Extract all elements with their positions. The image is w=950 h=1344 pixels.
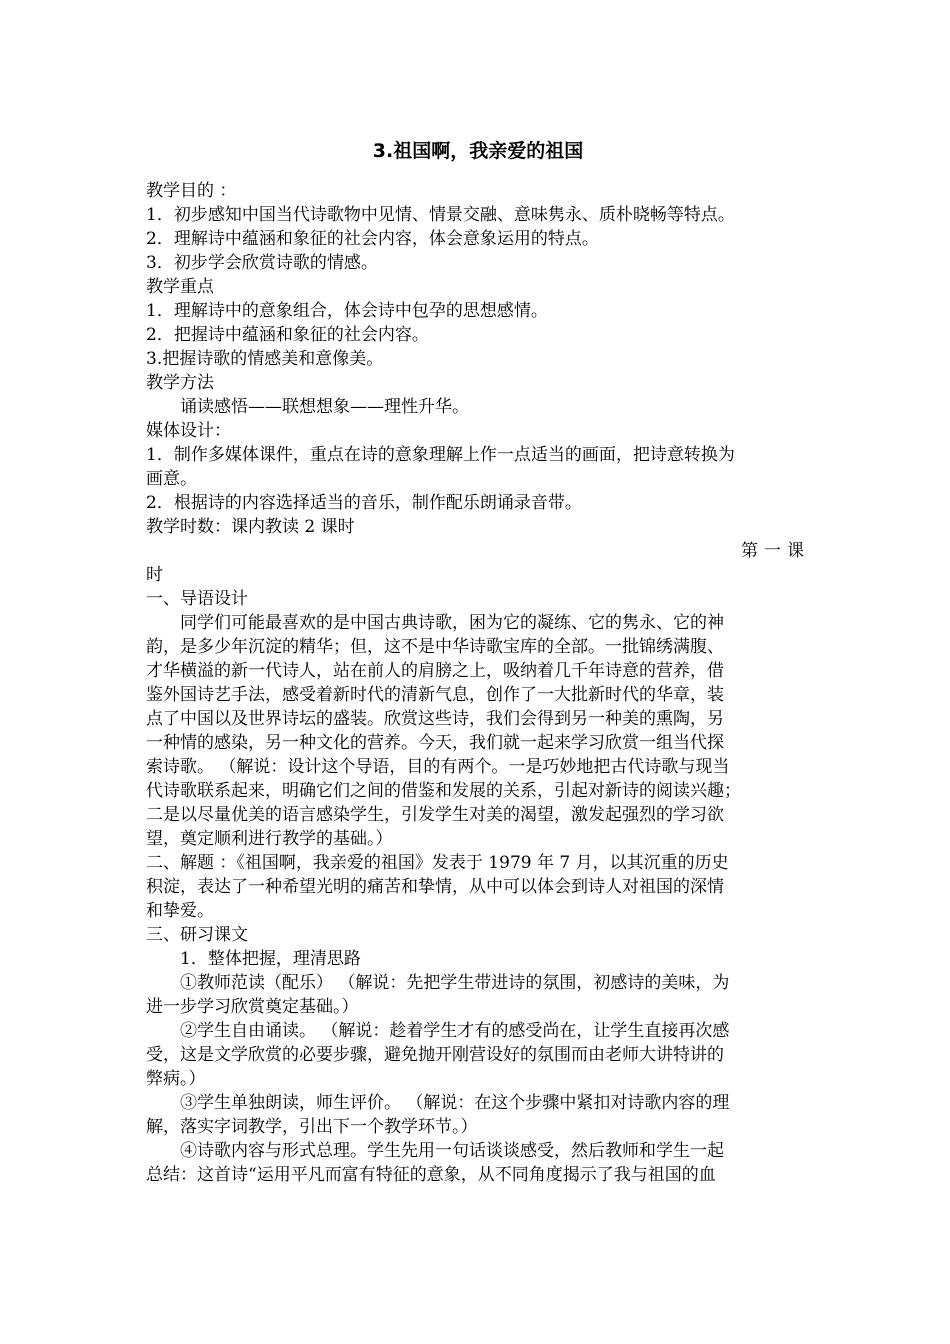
text-line: 弊病。） <box>146 1069 206 1089</box>
lesson-heading: 第一课 <box>741 541 810 561</box>
text-line: 1．制作多媒体课件，重点在诗的意象理解上作一点适当的画面，把诗意转换为 <box>146 445 735 465</box>
text-line: 2．理解诗中蕴涵和象征的社会内容，体会意象运用的特点。 <box>146 229 599 249</box>
text-line: ①教师范读（配乐） （解说：先把学生带进诗的氛围，初感诗的美味，为 <box>180 973 730 993</box>
text-line: 代诗歌联系起来，明确它们之间的借鉴和发展的关系，引起对新诗的阅读兴趣； <box>146 781 741 801</box>
text-line: ④诗歌内容与形式总理。学生先用一句话谈谈感受，然后教师和学生一起 <box>180 1141 724 1161</box>
text-line: 3．初步学会欣赏诗歌的情感。 <box>146 253 378 273</box>
text-line: 教学方法 <box>146 373 214 393</box>
text-line: 一种情的感染，另一种文化的营养。今天，我们就一起来学习欣赏一组当代探 <box>146 733 724 753</box>
document-title: 3.祖国啊，我亲爱的祖国 <box>372 140 584 162</box>
text-line: 鉴外国诗艺手法，感受着新时代的清新气息，创作了一大批新时代的华章，装 <box>146 685 724 705</box>
section-heading: 二、解题 ：《祖国啊，我亲爱的祖国》发表于 1979 年 7 月，以其沉重的历史 <box>146 853 729 873</box>
text-line: 教学重点 <box>146 277 214 297</box>
text-line: 才华横溢的新一代诗人，站在前人的肩膀之上，吸纳着几千年诗意的营养，借 <box>146 661 724 681</box>
text-line: 积淀，表达了一种希望光明的痛苦和挚情，从中可以体会到诗人对祖国的深情 <box>146 877 724 897</box>
text-line: 诵读感悟——联想想象——理性升华。 <box>180 397 469 417</box>
text-line: 二是以尽量优美的语言感染学生，引发学生对美的渴望，激发起强烈的学习欲 <box>146 805 724 825</box>
text-line: 1．理解诗中的意象组合，体会诗中包孕的思想感情。 <box>146 301 548 321</box>
text-line: 教学目的 ： <box>146 181 237 201</box>
text-line: 画意。 <box>146 469 197 489</box>
text-line: 1．初步感知中国当代诗歌物中见情、情景交融、意味隽永、质朴晓畅等特点。 <box>146 205 735 225</box>
text-line: 进一步学习欣赏奠定基础。） <box>146 997 359 1017</box>
text-line: 3.把握诗歌的情感美和意像美。 <box>146 349 384 369</box>
document-body <box>146 179 810 1187</box>
text-line: 索诗歌。 （解说：设计这个导语，目的有两个。一是巧妙地把古代诗歌与现当 <box>146 757 730 777</box>
text-line: 教学时数：课内教读 2 课时 <box>146 517 355 537</box>
text-line: 2．根据诗的内容选择适当的音乐，制作配乐朗诵录音带。 <box>146 493 582 513</box>
text-line: 时 <box>146 565 163 585</box>
text-line: 同学们可能最喜欢的是中国古典诗歌，困为它的凝练、它的隽永、它的神 <box>180 613 724 633</box>
text-line: 点了中国以及世界诗坛的盛装。欣赏这些诗，我们会得到另一种美的熏陶，另 <box>146 709 724 729</box>
text-line: 和挚爱。 <box>146 901 214 921</box>
text-line: 受，这是文学欣赏的必要步骤，避免抛开刚营设好的氛围而由老师大讲特讲的 <box>146 1045 724 1065</box>
text-line: 望，奠定顺利进行教学的基础。） <box>146 829 393 849</box>
text-line: ③学生单独朗读，师生评价。 （解说：在这个步骤中紧扣对诗歌内容的理 <box>180 1093 730 1113</box>
section-heading: 一、导语设计 <box>146 589 248 609</box>
subsection-heading: 1．整体把握，理清思路 <box>180 949 361 969</box>
text-line: 总结：这首诗“运用平凡而富有特征的意象，从不同角度揭示了我与祖国的血 <box>146 1165 716 1185</box>
text-line: 解，落实字词教学，引出下一个教学环节。） <box>146 1117 478 1137</box>
text-line: 2．把握诗中蕴涵和象征的社会内容。 <box>146 325 429 345</box>
section-heading: 三、研习课文 <box>146 925 248 945</box>
text-line: ②学生自由诵读。 （解说：趁着学生才有的感受尚在，让学生直接再次感 <box>180 1021 730 1041</box>
text-line: 韵，是多少年沉淀的精华；但，这不是中华诗歌宝库的全部。一批锦绣满腹、 <box>146 637 724 657</box>
text-line: 媒体设计： <box>146 421 231 441</box>
